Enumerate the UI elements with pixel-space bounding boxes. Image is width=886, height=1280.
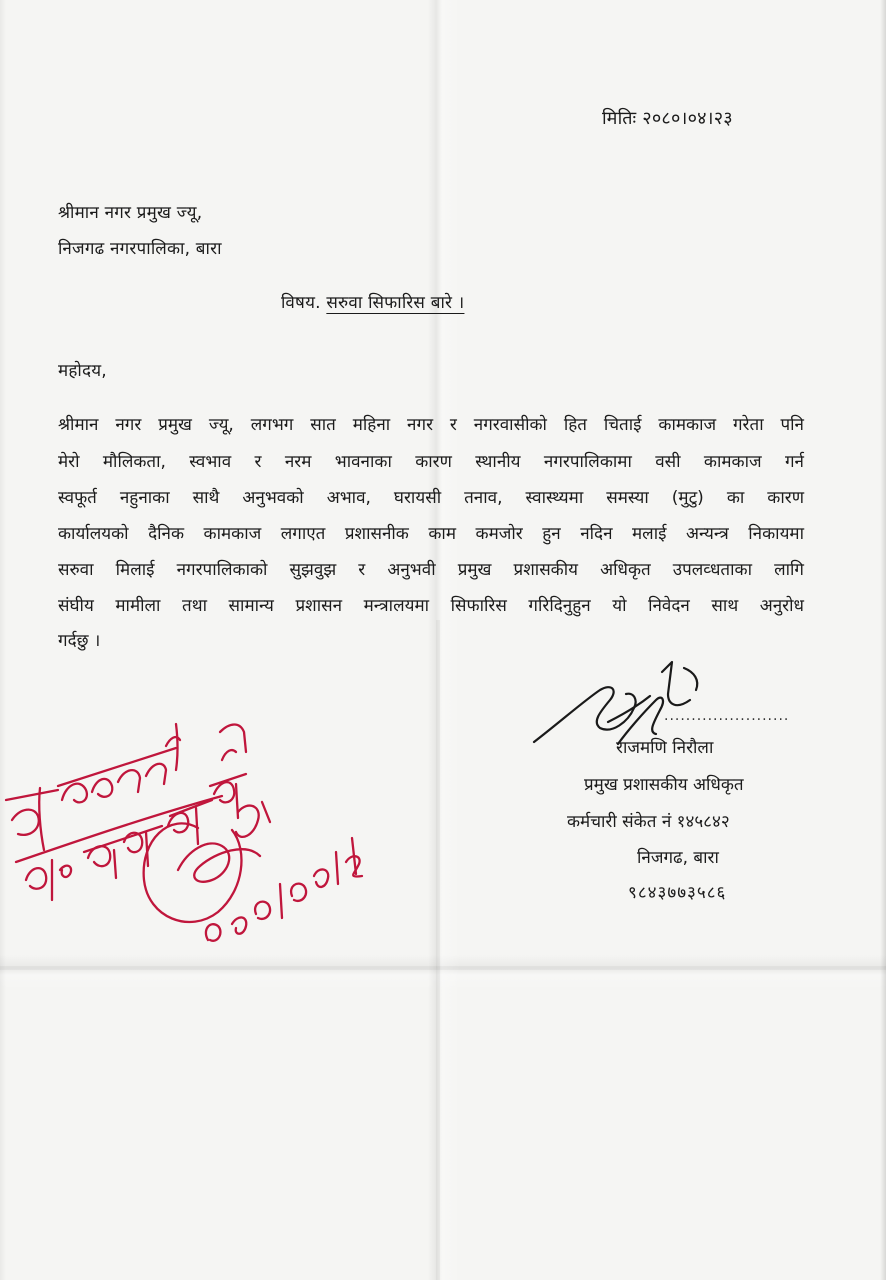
signatory-designation: प्रमुख प्रशासकीय अधिकृत [584, 775, 744, 795]
subject-value: सरुवा सिफारिस बारे । [326, 293, 465, 313]
subject-label: विषय. [281, 293, 321, 313]
signatory-phone: ९८४३७७३५८६ [628, 883, 727, 903]
recipient-line-1: श्रीमान नगर प्रमुख ज्यू, [58, 203, 203, 223]
signatory-name: राजमणि निरौला [616, 738, 714, 758]
salutation: महोदय, [58, 361, 107, 381]
body-line-7: गर्दछु । [58, 631, 101, 651]
letter-date: मितिः २०८०।०४।२३ [602, 108, 733, 129]
body-line-4: कार्यालयको दैनिक कामकाज लगाएत प्रशासनीक काम कमजोर हुन नदिन मलाई अन्यन्त्र निकायमा [58, 524, 804, 544]
recipient-line-2: निजगढ नगरपालिका, बारा [58, 239, 222, 259]
body-line-5: सरुवा मिलाई नगरपालिकाको सुझवुझ र अनुभवी प्रमुख प्रशासकीय अधिकृत उपलव्धताका लागि [58, 560, 804, 580]
signature-dotted-line: ....................... [664, 708, 790, 724]
body-line-2: मेरो मौलिकता, स्वभाव र नरम भावनाका कारण स्थानीय नगरपालिकामा वसी कामकाज गर्न [58, 452, 804, 472]
body-line-3: स्वफूर्त नहुनाका साथै अनुभवको अभाव, घरायसी तनाव, स्वास्थ्यमा समस्या (मुटु) का कारण [58, 488, 804, 508]
body-line-6: संघीय मामीला तथा सामान्य प्रशासन मन्त्रालयमा सिफारिस गरिदिनुहुन यो निवेदन साथ अनुरोध [58, 596, 804, 616]
signatory-employee-code: कर्मचारी संकेत नं १४५८४२ [567, 812, 730, 832]
signatory-address: निजगढ, बारा [637, 848, 719, 868]
body-line-1: श्रीमान नगर प्रमुख ज्यू, लगभग सात महिना नगर र नगरवासीको हित चिताई कामकाज गरेता पनि [58, 415, 804, 435]
